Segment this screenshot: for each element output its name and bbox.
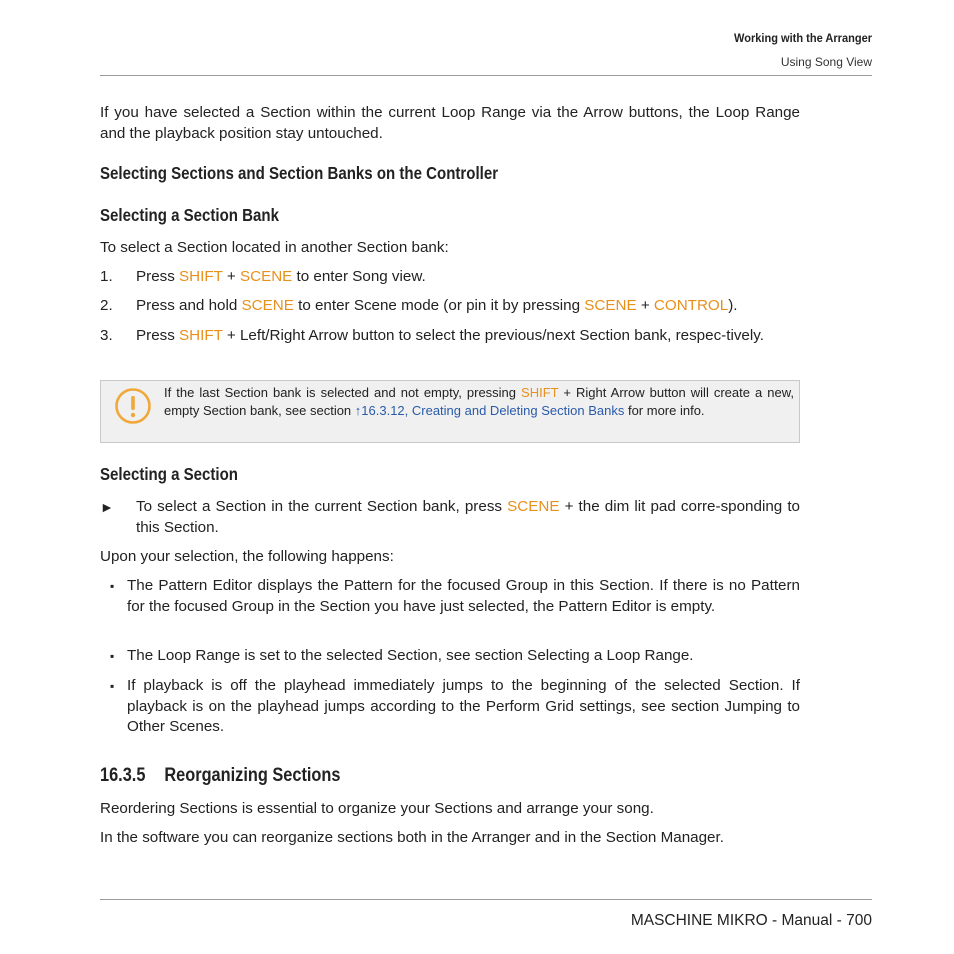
list-text: Press and hold SCENE to enter Scene mode (or pin it by pressing SCENE + CONTROL). (136, 297, 738, 314)
keyword-shift: SHIFT (179, 327, 223, 344)
running-header-section: Using Song View (780, 55, 872, 69)
list-text: Press SHIFT + SCENE to enter Song view. (136, 268, 426, 285)
keyword-scene: SCENE (239, 268, 293, 285)
list-number: 1. (100, 268, 113, 285)
section-link[interactable]: ↑16.3.12, Creating and Deleting Section Banks (354, 402, 625, 418)
keyword-shift: SHIFT (521, 385, 559, 400)
bullet-text: The Loop Range is set to the selected Section, see section Selecting a Loop Range. (127, 647, 694, 664)
page-footer: MASCHINE MIKRO - Manual - 700 (630, 912, 872, 929)
bullet-text: If playback is off the playhead immediately jumps to the beginning of the selected Section. If playback is on the playhead jumps according to the Perform Grid settings, see section Jumping to Other Scenes. (127, 677, 800, 735)
intro-paragraph: If you have selected a Section within the current Loop Range via the Arrow buttons, the Loop Range and the playback position stay untouched. (100, 104, 800, 142)
section-heading (100, 765, 340, 787)
list-item (100, 296, 800, 317)
running-header-chapter: Working with the Arranger (733, 31, 872, 45)
bullet-item (100, 676, 800, 738)
footer-rule (100, 899, 872, 900)
bullet-square-icon: ▪ (110, 649, 115, 663)
keyword-control: CONTROL (653, 297, 729, 314)
heading-select-section: Selecting a Section (100, 464, 239, 484)
note-text: If the last Section bank is selected and not empty, pressing SHIFT + Right Arrow button will create a new, empty Section bank, see section ↑16.3.12, Creating and Deleting Section Banks for more info. (164, 385, 794, 418)
list-text: Press SHIFT + Left/Right Arrow button to select the previous/next Section bank, respec-tively. (136, 327, 764, 344)
bullet-text: The Pattern Editor displays the Pattern for the focused Group in this Section. If there is no Pattern for the focused Group in the Section you have just selected, the Pattern Editor is empty. (127, 577, 800, 615)
section-number: 16.3.5 (100, 765, 146, 786)
bullet-square-icon: ▪ (110, 679, 115, 693)
list-number: 3. (100, 327, 113, 344)
keyword-scene: SCENE (507, 498, 560, 515)
reorg-paragraph-2: In the software you can reorganize sections both in the Arranger and in the Section Manager. (100, 829, 724, 846)
exclamation-warning-icon (114, 387, 152, 425)
bank-intro: To select a Section located in another Section bank: (100, 239, 449, 256)
upon-paragraph: Upon your selection, the following happens: (100, 548, 394, 565)
list-number: 2. (100, 297, 113, 314)
bullet-square-icon: ▪ (110, 579, 115, 593)
list-item (100, 326, 800, 368)
section-title: Reorganizing Sections (164, 765, 341, 786)
bullet-item (100, 576, 800, 638)
keyword-scene: SCENE (584, 297, 637, 314)
action-text: To select a Section in the current Section bank, press SCENE + the dim lit pad corre-sponding to this Section. (136, 498, 800, 536)
bullet-item (100, 646, 800, 667)
heading-controller: Selecting Sections and Section Banks on the Controller (100, 163, 499, 183)
keyword-scene: SCENE (241, 297, 294, 314)
reorg-paragraph-1: Reordering Sections is essential to organize your Sections and arrange your song. (100, 800, 654, 817)
action-item (100, 497, 800, 539)
header-rule (100, 75, 872, 76)
action-arrow-icon: ► (100, 499, 114, 515)
keyword-shift: SHIFT (179, 268, 223, 285)
heading-select-bank: Selecting a Section Bank (100, 205, 279, 225)
note-box (100, 380, 800, 443)
list-item (100, 267, 800, 288)
